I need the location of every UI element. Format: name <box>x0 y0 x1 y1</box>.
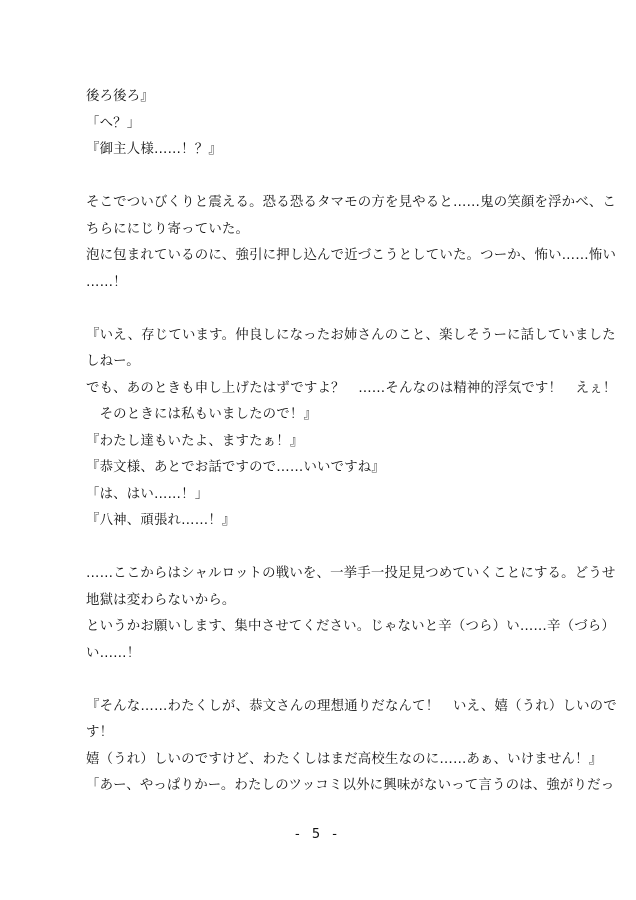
text-line: す！ <box>86 725 114 740</box>
blank-line <box>86 667 556 694</box>
text-line: そのときには私もいましたので！』 <box>86 407 318 422</box>
text-line: 「は、はい……！」 <box>86 486 209 502</box>
blank-line <box>86 296 556 323</box>
text-line: ちらににじり寄っていた。 <box>86 221 250 237</box>
paragraph-3 <box>86 323 617 535</box>
text-line: 『御主人様……！？』 <box>86 142 222 157</box>
blank-line <box>86 535 556 562</box>
text-line: 泡に包まれているのに、強引に押し込んで近づこうとしていた。つーか、怖い……怖い <box>86 248 617 263</box>
page-number: - 5 - <box>295 827 341 842</box>
text-line: 『恭文様、あとでお話ですので……いいですね』 <box>86 460 385 475</box>
text-line: 『そんな……わたくしが、恭文さんの理想通りだなんて！ いえ、嬉（うれ）しいので <box>86 698 617 714</box>
text-line: い……！ <box>86 645 141 661</box>
text-line: ……ここからはシャルロットの戦いを、一挙手一投足見つめていくことにする。どうせ <box>86 566 616 581</box>
text-line: 『わたし達もいたよ、ますたぁ！』 <box>86 433 304 449</box>
paragraph-4 <box>86 561 616 667</box>
paragraph-1 <box>86 84 556 164</box>
text-line: 後ろ後ろ』 <box>86 89 154 104</box>
text-line: ……！ <box>86 274 127 290</box>
text-line: 地獄は変わらないから。 <box>86 592 236 608</box>
blank-line <box>86 164 556 191</box>
text-line: 『八神、頑張れ……！』 <box>86 513 236 528</box>
text-line: 「へ？」 <box>86 115 141 131</box>
paragraph-2 <box>86 190 617 296</box>
text-line: 『いえ、存じています。仲良しになったお姉さんのこと、楽しそうーに話していました <box>86 327 616 343</box>
text-line: というかお願いします、集中させてください。じゃないと辛（つら）い……辛（づら） <box>86 619 615 634</box>
text-line: でも、あのときも申し上げたはずですよ？ ……そんなのは精神的浮気です！ えぇ！ <box>86 380 617 396</box>
text-line: 「あー、やっぱりかー。わたしのツッコミ以外に興味がないって言うのは、強がりだっ <box>86 778 615 793</box>
text-line: そこでついびくりと震える。恐る恐るタマモの方を見やると……鬼の笑顔を浮かべ、こ <box>86 195 617 210</box>
text-line: 嬉（うれ）しいのですけど、わたくしはまだ高校生なのに……あぁ、いけません！』 <box>86 751 603 767</box>
paragraph-5 <box>86 694 617 800</box>
text-line: しねー。 <box>86 354 140 369</box>
body-text <box>86 84 617 800</box>
